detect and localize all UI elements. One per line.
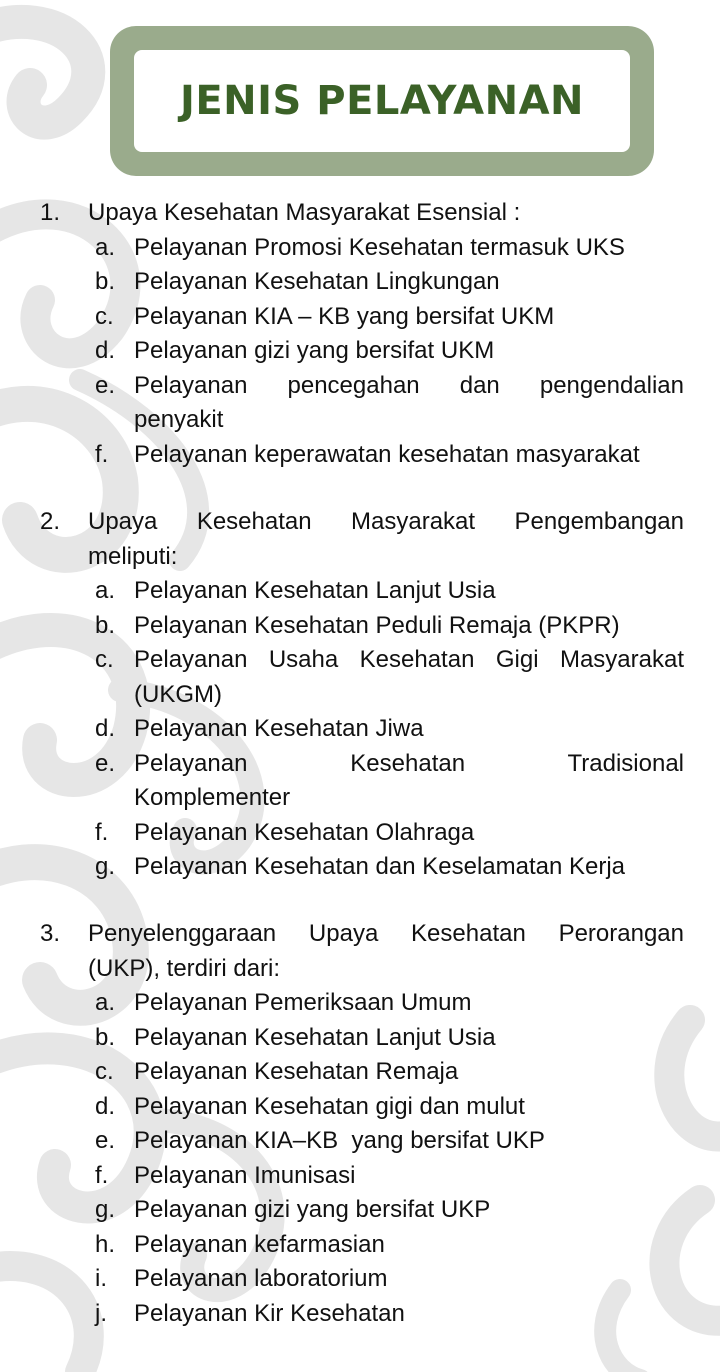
- item-text: Pelayanan KIA – KB yang bersifat UKM: [134, 302, 555, 330]
- section-heading: [40, 196, 684, 231]
- item-letter: c.: [95, 1058, 114, 1085]
- section-heading: [40, 505, 684, 574]
- section-title: [88, 505, 684, 574]
- sub-list: [95, 574, 684, 885]
- item-text: Pelayanan Kesehatan Lingkungan: [134, 268, 500, 295]
- item-letter: g.: [95, 853, 116, 880]
- list-item: [95, 1228, 684, 1263]
- list-item: [95, 1055, 684, 1090]
- list-item: [95, 1159, 684, 1194]
- item-text-line: penyakit: [134, 406, 224, 433]
- list-item: [95, 1090, 684, 1125]
- list-item: [95, 712, 684, 747]
- item-text-line: Pelayanan pencegahan dan pengendalian: [134, 371, 684, 399]
- section-number: 1.: [40, 199, 61, 226]
- item-text: Pelayanan laboratorium: [134, 1265, 388, 1292]
- item-text-line: Pelayanan Kesehatan Tradisional: [134, 749, 684, 777]
- item-text-line: Pelayanan Usaha Kesehatan Gigi Masyarakat: [134, 646, 684, 673]
- list-item: [95, 1262, 684, 1297]
- item-text: Pelayanan Kesehatan Remaja: [134, 1058, 459, 1085]
- section-3: [40, 917, 684, 1331]
- list-item: [95, 369, 684, 438]
- item-text: [134, 747, 684, 816]
- item-letter: f.: [95, 1161, 109, 1189]
- title-frame: [110, 26, 654, 176]
- item-letter: b.: [95, 611, 116, 639]
- item-text: Pelayanan gizi yang bersifat UKM: [134, 337, 495, 364]
- item-text: Pelayanan gizi yang bersifat UKP: [134, 1196, 491, 1223]
- list-item: [95, 816, 684, 851]
- list-item: [95, 300, 684, 335]
- section-title-line: Upaya Kesehatan Masyarakat Pengembangan: [88, 508, 684, 535]
- item-letter: e.: [95, 371, 116, 399]
- item-text: [134, 369, 684, 438]
- section-number: 3.: [40, 920, 61, 947]
- item-text: Pelayanan kefarmasian: [134, 1230, 385, 1258]
- section-title: [88, 196, 684, 231]
- item-letter: b.: [95, 1023, 116, 1051]
- item-letter: d.: [95, 715, 116, 742]
- list-item: [95, 438, 684, 473]
- item-text: Pelayanan keperawatan kesehatan masyarakat: [134, 440, 640, 468]
- list-item: [95, 265, 684, 300]
- item-letter: a.: [95, 577, 116, 604]
- item-text: Pelayanan Kesehatan Olahraga: [134, 818, 475, 846]
- page-title: JENIS PELAYANAN: [179, 78, 585, 124]
- item-letter: e.: [95, 1127, 116, 1154]
- item-letter: a.: [95, 989, 116, 1016]
- item-text: Pelayanan Kesehatan dan Keselamatan Kerja: [134, 853, 626, 880]
- section-title-line: Penyelenggaraan Upaya Kesehatan Perorangan: [88, 920, 684, 947]
- list-item: [95, 986, 684, 1021]
- item-text: Pelayanan Kir Kesehatan: [134, 1299, 405, 1327]
- item-letter: d.: [95, 1092, 116, 1120]
- item-letter: b.: [95, 268, 116, 295]
- list-item: [95, 1021, 684, 1056]
- item-letter: c.: [95, 646, 114, 673]
- list-item: [95, 850, 684, 885]
- section-heading: [40, 917, 684, 986]
- list-item: [95, 1124, 684, 1159]
- item-letter: f.: [95, 818, 109, 846]
- item-text: [134, 643, 684, 712]
- list-item: [95, 574, 684, 609]
- item-letter: i.: [95, 1265, 107, 1292]
- item-text: Pelayanan Kesehatan gigi dan mulut: [134, 1092, 525, 1120]
- list-item: [95, 643, 684, 712]
- sub-list: [95, 986, 684, 1331]
- item-letter: f.: [95, 440, 109, 468]
- item-text: Pelayanan KIA–KB yang bersifat UKP: [134, 1127, 545, 1154]
- title-panel: [134, 50, 630, 152]
- section-title: [88, 917, 684, 986]
- list-item: [95, 747, 684, 816]
- item-letter: j.: [95, 1299, 107, 1327]
- item-text: Pelayanan Imunisasi: [134, 1161, 356, 1189]
- item-text: Pelayanan Kesehatan Peduli Remaja (PKPR): [134, 611, 620, 639]
- item-text: Pelayanan Kesehatan Lanjut Usia: [134, 1023, 496, 1051]
- item-letter: e.: [95, 749, 116, 777]
- list-item: [95, 609, 684, 644]
- item-letter: c.: [95, 302, 114, 330]
- section-1: [40, 196, 684, 472]
- item-letter: h.: [95, 1230, 116, 1258]
- item-letter: d.: [95, 337, 116, 364]
- item-text: Pelayanan Pemeriksaan Umum: [134, 989, 472, 1016]
- list-item: [95, 231, 684, 266]
- item-letter: a.: [95, 233, 116, 261]
- list-item: [95, 1193, 684, 1228]
- item-text: Pelayanan Promosi Kesehatan termasuk UKS: [134, 233, 625, 261]
- section-title-line: meliputi:: [88, 542, 178, 570]
- section-title-line: (UKP), terdiri dari:: [88, 954, 281, 982]
- list-item: [95, 334, 684, 369]
- item-letter: g.: [95, 1196, 116, 1223]
- list-item: [95, 1297, 684, 1332]
- section-2: [40, 505, 684, 885]
- section-number: 2.: [40, 508, 61, 535]
- item-text-line: Komplementer: [134, 784, 291, 811]
- item-text: Pelayanan Kesehatan Lanjut Usia: [134, 577, 496, 604]
- section-title-line: Upaya Kesehatan Masyarakat Esensial :: [88, 199, 521, 226]
- item-text: Pelayanan Kesehatan Jiwa: [134, 715, 424, 742]
- item-text-line: (UKGM): [134, 680, 222, 708]
- sub-list: [95, 231, 684, 473]
